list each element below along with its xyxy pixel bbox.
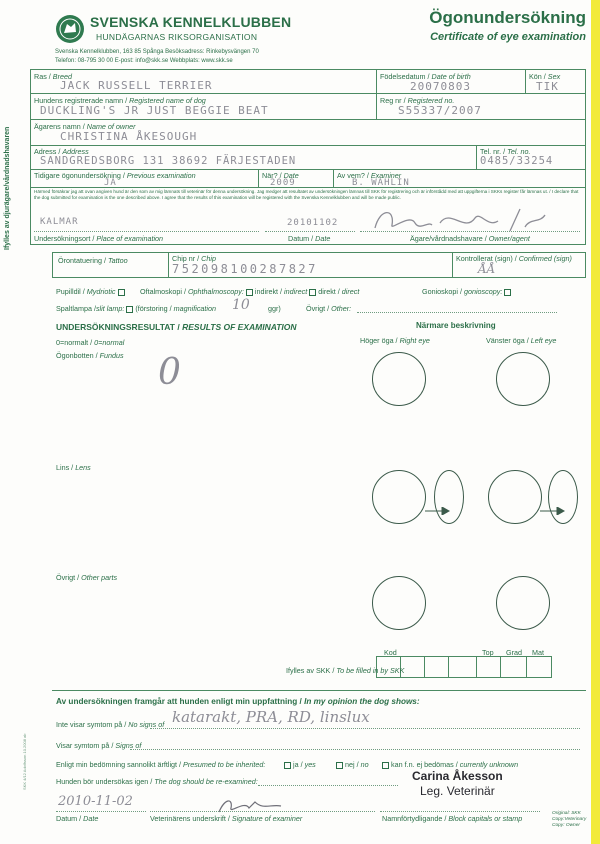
lens-left-arrow-icon <box>540 507 568 515</box>
lens-label: Lins / Lens <box>56 463 91 472</box>
skk-kod-header: Kod <box>384 648 397 657</box>
address-value: SANDGREDSBORG 131 38692 FÄRJESTADEN <box>40 155 297 167</box>
skk-top-header: Top <box>482 648 494 657</box>
fundus-value: 0 <box>158 352 181 393</box>
indirect-checkbox[interactable] <box>246 289 253 296</box>
side-code: SKK 4/12 Adolfsson 10.2008 ab <box>22 733 27 790</box>
fundus-left-eye-diagram <box>496 352 550 406</box>
vet-sign-label: Veterinärens underskrift / Signature of examiner <box>150 814 303 823</box>
tattoo-label: Örontatuering / Tattoo <box>58 256 128 265</box>
inherited-unknown-checkbox[interactable] <box>382 762 389 769</box>
dob-label: Födelsedatum / Date of birth <box>380 72 471 81</box>
vet-stamp-title: Leg. Veterinär <box>420 784 495 798</box>
footer-date-value: 2010-11-02 <box>58 794 133 809</box>
regnr-value: S55337/2007 <box>398 104 482 117</box>
slit-lamp: Spaltlampa /slit lamp: (förstoring / magnification <box>56 304 217 313</box>
prev-examiner-label: Av vem? / Examiner <box>337 171 402 180</box>
title-en: Certificate of eye examination <box>430 31 586 43</box>
tel-label: Tel. nr. / Tel. no. <box>480 147 531 156</box>
right-eye-label: Höger öga / Right eye <box>360 336 430 345</box>
ophthalmoscopy: Oftalmoskopi / Ophthalmoscopy: indirekt / indirect direkt / direct <box>140 287 360 296</box>
regnr-label: Reg nr / Registered no. <box>380 96 455 105</box>
lens-right-arrow-icon <box>425 507 453 515</box>
prev-exam-value: JA <box>104 178 117 188</box>
yellow-edge <box>591 0 600 844</box>
sex-value: TIK <box>536 80 559 93</box>
chip-value: 752098100287827 <box>172 262 318 276</box>
lens-right-eye-front-diagram <box>372 470 426 524</box>
gonioscopy: Gonioskopi / gonioscopy: <box>422 287 513 296</box>
exam-date-label: Datum / Date <box>288 234 331 243</box>
lens-left-eye-side-diagram <box>548 470 578 524</box>
direct-checkbox[interactable] <box>309 289 316 296</box>
inherited-yes: ja / yes <box>282 760 316 769</box>
place-label: Undersökningsort / Place of examination <box>34 234 164 243</box>
inherited-label: Enligt min bedömning sannolikt ärftligt / Presumed to be inherited: <box>56 760 266 769</box>
inherited-unknown: kan f.n. ej bedömas / currently unknown <box>380 760 518 769</box>
tel-value: 0485/33254 <box>480 155 554 167</box>
breed-label: Ras / Breed <box>34 72 72 81</box>
left-eye-label: Vänster öga / Left eye <box>486 336 557 345</box>
exam-date-value: 20101102 <box>287 218 339 228</box>
normal-legend: 0=normalt / 0=normal <box>56 338 125 347</box>
copy-distribution: Original: SKK Copy:Veterinary Copy: Owner <box>552 811 587 828</box>
vet-stamp-name: Carina Åkesson <box>412 769 503 783</box>
description-heading: Närmare beskrivning <box>416 321 496 330</box>
skk-fill-label: Ifylles av SKK / To be filled in by SKK <box>286 666 405 675</box>
prev-date-label: När? / Date <box>262 171 299 180</box>
prev-exam-label: Tidigare ögonundersökning / Previous examination <box>34 171 196 180</box>
place-value: KALMAR <box>40 217 79 227</box>
inherited-no: nej / no <box>334 760 369 769</box>
skk-mat-header: Mat <box>532 648 544 657</box>
other-parts-label: Övrigt / Other parts <box>56 573 118 582</box>
block-capitals-label: Namnförtydligande / Block capitals or stamp <box>382 814 523 823</box>
org-subtitle: HUNDÄGARNAS RIKSORGANISATION <box>96 32 258 42</box>
dob-value: 20070803 <box>410 80 471 93</box>
opinion-heading: Av undersökningen framgår att hunden enligt min uppfattning / In my opinion the dog shows: <box>56 697 420 706</box>
reexam-label: Hunden bör undersökas igen / The dog should be re-examined: <box>56 777 258 786</box>
sex-label: Kön / Sex <box>529 72 561 81</box>
magnification-unit: ggr) <box>268 304 281 313</box>
results-heading: UNDERSÖKNINGSRESULTAT / RESULTS OF EXAMINATION <box>56 322 297 332</box>
declaration-text: Härmed försäkrar jag att ovan angiven hund är den som av mig lämnats till veterinär för denna undersökning. Jag medger att resultatet av undersökningen lämnas till SKK för registrering och är införstådd med att uppgifterna i SKKs register får lämnas ut. / I declare that the dog submitted for examination is the one described above. I agree that the results of this examination will be registered with the Svenska Kennelklubben and will be made public. <box>34 189 579 200</box>
magnification-value: 10 <box>232 297 250 313</box>
other-right-eye-diagram <box>372 576 426 630</box>
other-method: Övrigt / Other: <box>306 304 352 313</box>
pupil-dil-checkbox[interactable] <box>118 289 125 296</box>
skk-grad-header: Grad <box>506 648 522 657</box>
pupil-dil: Pupilldil / Mydriotic <box>56 287 127 296</box>
org-contact: Telefon: 08-795 30 00 E-post: info@skk.se Webbplats: www.skk.se <box>55 58 233 64</box>
fundus-right-eye-diagram <box>372 352 426 406</box>
inherited-yes-checkbox[interactable] <box>284 762 291 769</box>
side-label: Ifylles av djurägare/vårdnadshavaren <box>4 126 11 250</box>
org-name: SVENSKA KENNELKLUBBEN <box>90 14 292 30</box>
no-signs-value: katarakt, PRA, RD, linslux <box>172 708 370 726</box>
chip-label: Chip nr / Chip <box>172 254 216 263</box>
footer-date-label: Datum / Date <box>56 814 99 823</box>
lens-right-eye-side-diagram <box>434 470 464 524</box>
signs-label: Visar symtom på / Signs of <box>56 741 142 750</box>
owner-label: Ägarens namn / Name of owner <box>34 122 136 131</box>
address-label: Adress / Address <box>34 147 89 156</box>
confirmed-label: Kontrollerat (sign) / Confirmed (sign) <box>456 254 572 263</box>
title-sv: Ögonundersökning <box>429 8 586 27</box>
skk-logo-icon <box>55 14 85 44</box>
prev-examiner-value: B. WAHLIN <box>352 178 410 188</box>
other-left-eye-diagram <box>496 576 550 630</box>
org-address: Svenska Kennelklubben, 163 85 Spånga Besöksadress: Rinkebysvängen 70 <box>55 49 259 55</box>
lens-left-eye-front-diagram <box>488 470 542 524</box>
breed-value: JACK RUSSELL TERRIER <box>60 79 213 92</box>
gonioscopy-checkbox[interactable] <box>504 289 511 296</box>
regname-value: DUCKLING'S JR JUST BEGGIE BEAT <box>40 104 269 117</box>
owner-sign-label: Ägare/vårdnadshavare / Owner/agent <box>410 234 530 243</box>
inherited-no-checkbox[interactable] <box>336 762 343 769</box>
no-signs-label: Inte visar symtom på / No signs of <box>56 720 165 729</box>
confirmed-value: ÅÅ <box>478 262 496 276</box>
regname-label: Hundens registrerade namn / Registered name of dog <box>34 96 206 105</box>
owner-value: CHRISTINA ÅKESOUGH <box>60 130 198 143</box>
slit-lamp-checkbox[interactable] <box>126 306 133 313</box>
prev-date-value: 2009 <box>270 178 296 188</box>
fundus-label: Ögonbotten / Fundus <box>56 351 124 360</box>
